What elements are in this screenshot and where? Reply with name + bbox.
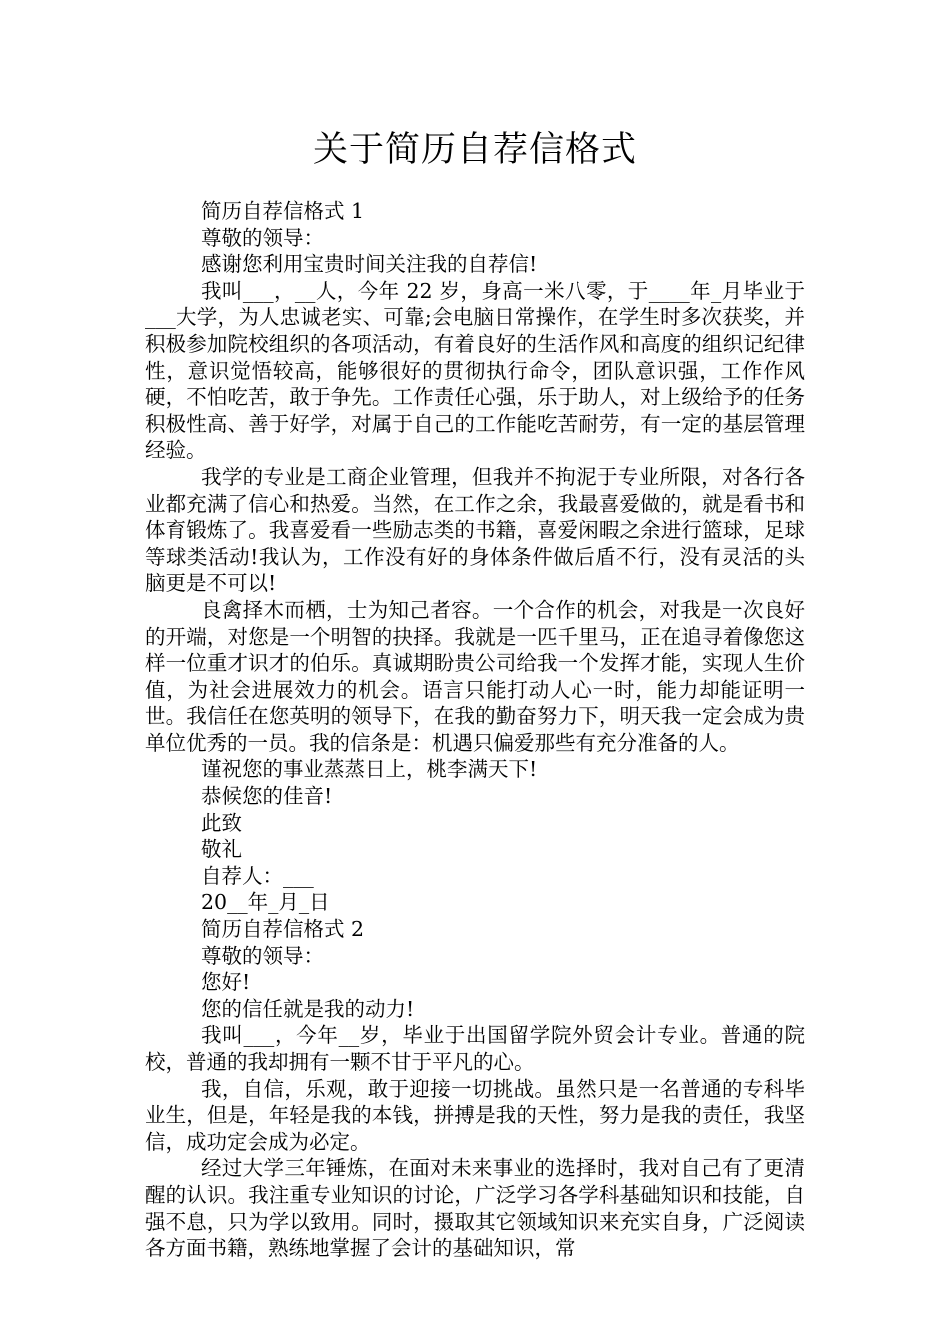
letter2-heading: 简历自荐信格式 2 <box>201 917 365 942</box>
letter1-heading: 简历自荐信格式 1 <box>201 199 365 223</box>
letter1-paragraph-1: 我叫___，__人，今年 22 岁，身高一米八零，于____年_月毕业于___大学，为人忠诚老实、可靠;会电脑日常操作，在学生时多次获奖，并积极参加院校组织的各项活动，有着良好的生活作风和高度的组织记纪律性，意识觉悟较高，能够很好的贯彻执行命令，团队意识强，工作作风硬，不怕吃苦，敢于争先。工作责任心强，乐于助人，对上级给予的任务积极性高、善于好学，对属于自己的工作能吃苦耐劳，有一定的基层管理经验。 <box>145 278 805 463</box>
letter2-paragraph-3: 经过大学三年锤炼，在面对未来事业的选择时，我对自己有了更清醒的认识。我注重专业知识的讨论，广泛学习各学科基础知识和技能，自强不息，只为学以致用。同时，摄取其它领域知识来充实自身，广泛阅读各方面书籍，熟练地掌握了会计的基础知识，常 <box>145 1156 805 1261</box>
letter1-signer: 自荐人：___ <box>201 863 314 888</box>
letter1-paragraph-2: 我学的专业是工商企业管理，但我并不拘泥于专业所限，对各行各业都充满了信心和热爱。当然，在工作之余，我最喜爱做的，就是看书和体育锻炼了。我喜爱看一些励志类的书籍，喜爱闲暇之余进行篮球，足球等球类活动!我认为，工作没有好的身体条件做后盾不行，没有灵活的头脑更是不可以! <box>145 464 805 596</box>
letter2-greeting: 您好! <box>201 970 251 995</box>
document-title: 关于简历自荐信格式 <box>312 130 637 170</box>
letter2-paragraph-2: 我，自信，乐观，敢于迎接一切挑战。虽然只是一名普通的专科毕业生，但是，年轻是我的本钱，拼搏是我的天性，努力是我的责任，我坚信，成功定会成为必定。 <box>145 1076 805 1154</box>
letter1-wish: 谨祝您的事业蒸蒸日上，桃李满天下! <box>201 757 538 782</box>
letter1-paragraph-3: 良禽择木而栖，士为知己者容。一个合作的机会，对我是一次良好的开端，对您是一个明智的抉择。我就是一匹千里马，正在追寻着像您这样一位重才识才的伯乐。真诚期盼贵公司给我一个发挥才能，实现人生价值，为社会进展效力的机会。语言只能打动人心一时，能力却能证明一世。我信任在您英明的领导下，在我的勤奋努力下，明天我一定会成为贵单位优秀的一员。我的信条是：机遇只偏爱那些有充分准备的人。 <box>145 597 805 755</box>
letter2-salutation: 尊敬的领导： <box>201 943 324 968</box>
letter2-motto: 您的信任就是我的动力! <box>201 996 415 1021</box>
letter1-date: 20__年_月_日 <box>201 890 330 915</box>
letter1-salutation: 尊敬的领导： <box>201 225 324 250</box>
document-body <box>145 198 805 1262</box>
letter1-closing-2: 敬礼 <box>201 837 242 862</box>
letter1-thanks: 感谢您利用宝贵时间关注我的自荐信! <box>201 252 538 277</box>
letter1-closing-1: 此致 <box>201 810 242 835</box>
letter1-await: 恭候您的佳音! <box>201 784 333 809</box>
letter2-paragraph-1: 我叫___，今年__岁，毕业于出国留学院外贸会计专业。普通的院校，普通的我却拥有一颗不甘于平凡的心。 <box>145 1023 805 1074</box>
